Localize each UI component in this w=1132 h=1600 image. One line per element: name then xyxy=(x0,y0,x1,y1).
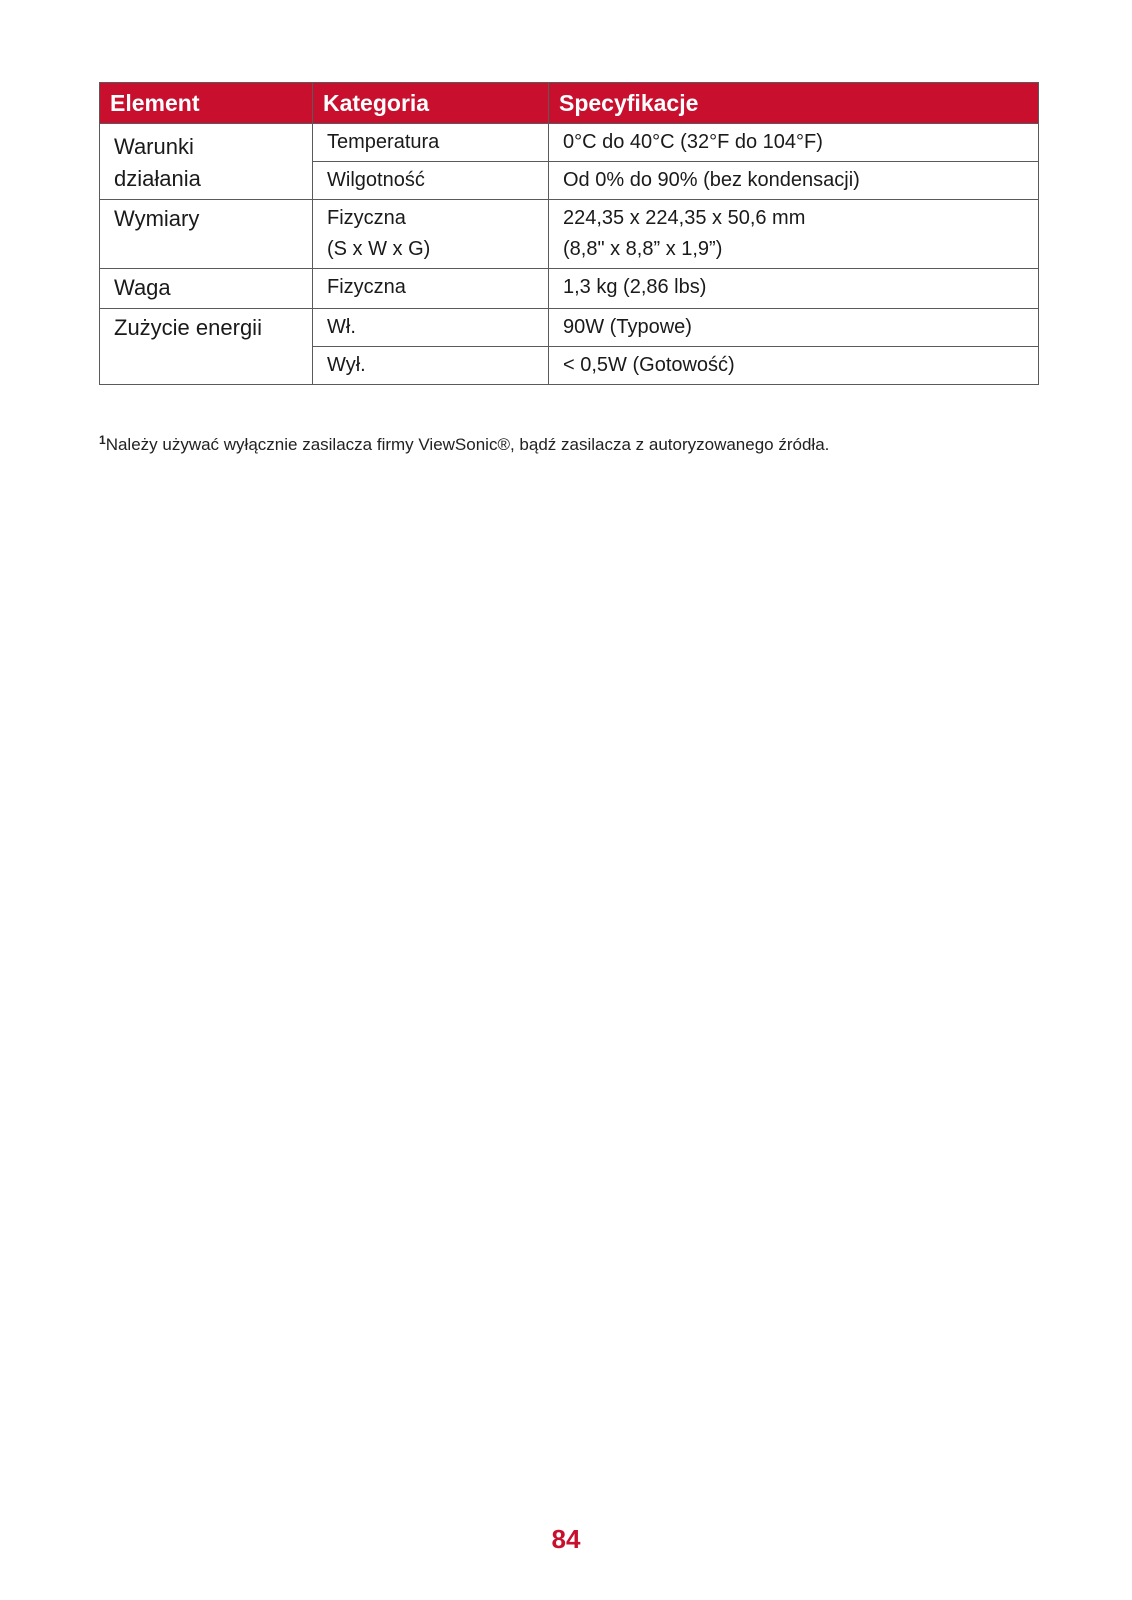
footnote-text: Należy używać wyłącznie zasilacza firmy ViewSonic®, bądź zasilacza z autoryzowanego źródła. xyxy=(105,435,830,454)
category-label: Fizyczna xyxy=(327,276,406,298)
element-label: działania xyxy=(114,166,201,191)
element-label: Waga xyxy=(114,275,171,300)
spec-cell xyxy=(549,162,1039,200)
spec-value: 0°C do 40°C (32°F do 104°F) xyxy=(563,131,823,153)
category-label: Wył. xyxy=(327,354,366,376)
element-cell xyxy=(100,200,313,269)
category-cell xyxy=(313,200,549,269)
element-label: Zużycie energii xyxy=(114,315,262,340)
table-row xyxy=(100,124,1039,162)
category-label: Fizyczna xyxy=(327,207,406,229)
element-cell xyxy=(100,124,313,200)
table-header-row xyxy=(100,83,1039,124)
spec-value: 224,35 x 224,35 x 50,6 mm xyxy=(563,207,806,229)
spec-value: Od 0% do 90% (bez kondensacji) xyxy=(563,169,860,191)
element-cell xyxy=(100,269,313,309)
footnote-marker: 1 xyxy=(99,433,106,447)
element-label: Wymiary xyxy=(114,206,200,231)
spec-cell xyxy=(549,124,1039,162)
footnote xyxy=(99,428,829,457)
specifications-table xyxy=(99,82,1039,385)
category-label: Wilgotność xyxy=(327,169,425,191)
element-cell xyxy=(100,309,313,385)
table-row xyxy=(100,269,1039,309)
header-category: Kategoria xyxy=(313,83,549,124)
spec-cell xyxy=(549,269,1039,309)
category-cell xyxy=(313,309,549,347)
category-cell xyxy=(313,269,549,309)
spec-cell xyxy=(549,309,1039,347)
category-cell xyxy=(313,124,549,162)
spec-value: 1,3 kg (2,86 lbs) xyxy=(563,276,707,298)
spec-cell xyxy=(549,347,1039,385)
spec-value: 90W (Typowe) xyxy=(563,316,692,338)
category-cell xyxy=(313,162,549,200)
table-row xyxy=(100,309,1039,347)
header-element: Element xyxy=(100,83,313,124)
category-label: Temperatura xyxy=(327,131,440,153)
page-number: 84 xyxy=(551,1524,581,1554)
element-label: Warunki xyxy=(114,134,194,159)
header-specification: Specyfikacje xyxy=(549,83,1039,124)
spec-value: < 0,5W (Gotowość) xyxy=(563,354,735,376)
category-label: Wł. xyxy=(327,316,356,338)
table-row xyxy=(100,200,1039,269)
category-cell xyxy=(313,347,549,385)
category-label: (S x W x G) xyxy=(327,238,431,260)
spec-cell xyxy=(549,200,1039,269)
spec-value: (8,8" x 8,8” x 1,9”) xyxy=(563,238,723,260)
